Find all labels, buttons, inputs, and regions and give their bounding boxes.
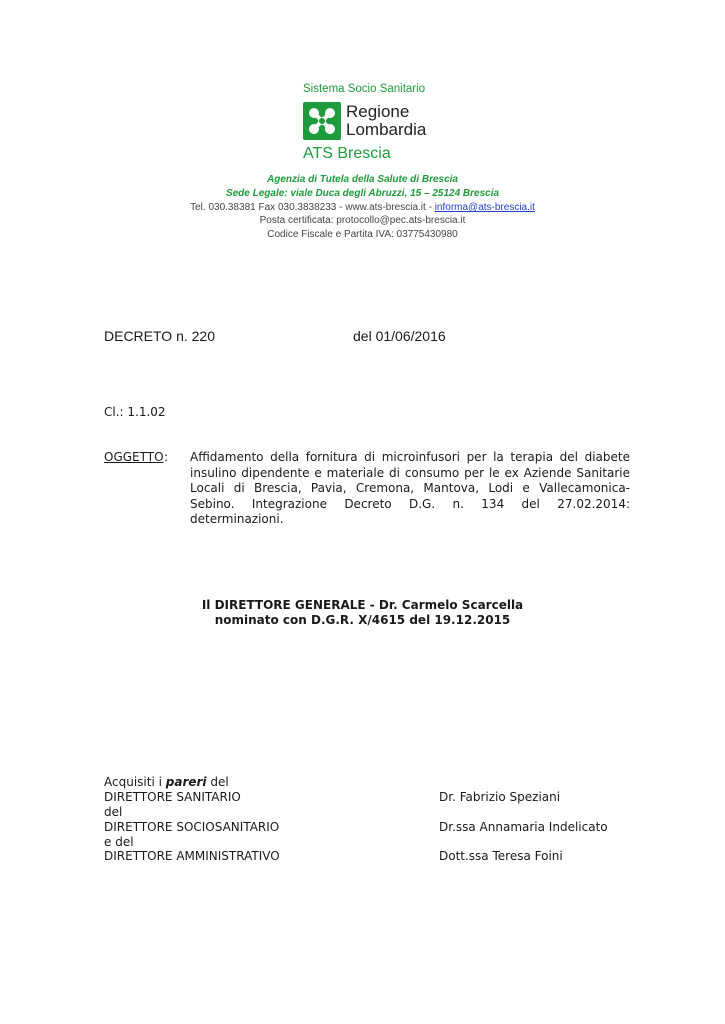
role-health-director: DIRETTORE SANITARIO (104, 790, 241, 804)
agency-name: Agenzia di Tutela della Salute di Brescia (267, 174, 458, 185)
fiscal-code: Codice Fiscale e Partita IVA: 03775430980 (267, 229, 458, 240)
director-general: Il DIRETTORE GENERALE - Dr. Carmelo Scarcella (201, 598, 524, 612)
opinions-intro-emphasis: pareri (165, 775, 207, 789)
subject-text: Affidamento della fornitura di microinfusori per la terapia del diabete insulino dipendente e materiale di consumo per le ex Aziende Sanitarie Locali di Brescia, Pavia, Cremona, Mantova, Lodi e Vallecamonica-Sebino. Integrazione Decreto D.G. n. 134 del 27.02.2014: determinazioni. (190, 450, 630, 526)
legal-seat: Sede Legale: viale Duca degli Abruzzi, 15 – 25124 Brescia (225, 188, 500, 199)
system-title: Sistema Socio Sanitario (303, 83, 426, 95)
opinions-intro-suffix: del (206, 775, 229, 789)
region-name-line1: Regione (346, 102, 410, 121)
director-appointment: nominato con D.G.R. X/4615 del 19.12.2015 (214, 613, 511, 627)
email-link[interactable]: informa@ats-brescia.it (434, 202, 535, 213)
name-social-health-director: Dr.ssa Annamaria Indelicato (439, 820, 608, 834)
role-social-health-director: DIRETTORE SOCIOSANITARIO (104, 820, 280, 834)
region-logo-icon (303, 102, 341, 140)
contact-text: Tel. 030.38381 Fax 030.3838233 - www.ats-brescia.it - (190, 202, 435, 213)
subject-colon: : (164, 450, 169, 464)
name-health-director: Dr. Fabrizio Speziani (439, 790, 561, 804)
role-admin-director: DIRETTORE AMMINISTRATIVO (104, 849, 280, 863)
connector-del: del (104, 805, 123, 819)
contact-line (0, 202, 725, 213)
connector-e-del: e del (104, 835, 134, 849)
opinions-intro (104, 775, 229, 789)
ats-title: ATS Brescia (303, 145, 391, 162)
subject-label: OGGETTO (104, 450, 164, 464)
classification: Cl.: 1.1.02 (104, 405, 166, 419)
region-name-line2: Lombardia (346, 120, 427, 139)
decree-date: del 01/06/2016 (353, 328, 446, 344)
decree-number: DECRETO n. 220 (104, 328, 216, 344)
opinions-intro-prefix: Acquisiti i (104, 775, 166, 789)
name-admin-director: Dott.ssa Teresa Foini (439, 849, 563, 863)
pec-address: Posta certificata: protocollo@pec.ats-brescia.it (259, 215, 466, 226)
